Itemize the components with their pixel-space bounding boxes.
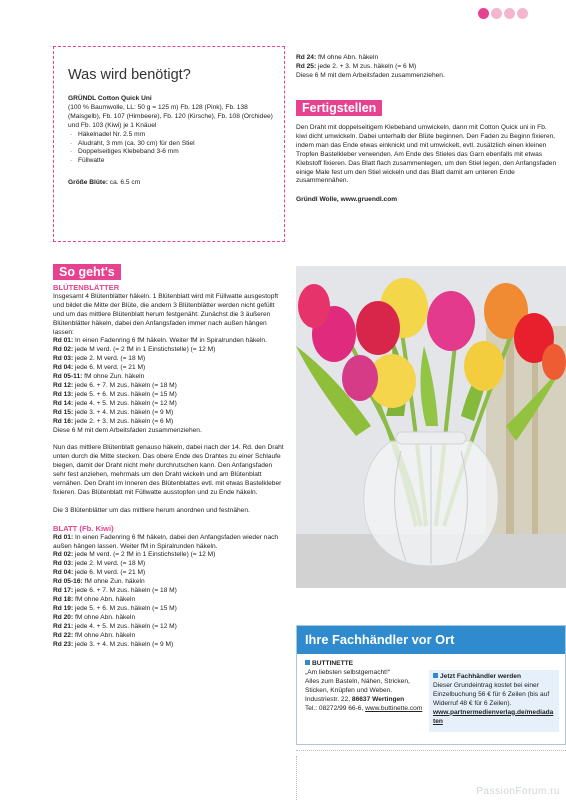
tulip-photo (296, 266, 566, 588)
row-label: Rd 05-16: (53, 578, 83, 586)
row-instruction (53, 578, 285, 587)
row-instruction (53, 632, 285, 641)
instructions-heading: So geht's (53, 264, 121, 280)
petals-title: BLÜTENBLÄTTER (53, 283, 120, 292)
materials-box (53, 46, 285, 242)
leaf-continued (296, 54, 558, 81)
row-instruction (53, 569, 285, 578)
row-text: jede M verd. (= 2 fM in 1 Einstichstelle) (= 12 M) (73, 346, 216, 354)
row-instruction (53, 605, 285, 614)
shop-website-link[interactable]: www.buttinette.com (365, 704, 423, 712)
petal-rows (53, 337, 285, 426)
dealer-ad-box (296, 625, 566, 745)
shop-slogan: „Am liebsten selbstgemacht!“ (305, 668, 391, 676)
row-text: In einen Fadenring 6 fM häkeln, dabei den Anfangsfaden wieder nach außen hängen lassen. Weiter fM in Spiralrunden häkeln. (53, 533, 279, 550)
row-text: fM ohne Abn. häkeln (316, 54, 379, 61)
row-label: Rd 17: (53, 587, 74, 595)
row-text: jede 3. + 4. M zus. häkeln (= 9 M) (73, 640, 174, 648)
materials-item: · Doppelseitiges Klebeband 3-6 mm (68, 148, 274, 157)
size-value: ca. 6.5 cm (107, 179, 141, 187)
row-text: jede 5. + 6. M zus. häkeln (= 15 M) (73, 390, 177, 398)
shop-street: Industriestr. 22, (305, 695, 352, 703)
row-instruction (53, 373, 285, 382)
leaf-rows (53, 534, 285, 650)
row-text: jede 2. + 3. M zus. häkeln (= 6 M) (73, 417, 174, 425)
row-label: Rd 23: (53, 640, 74, 648)
materials-item: · Füllwatte (68, 157, 274, 166)
promo-text: Dieser Grundeintrag kostet bei einer Einzelbuchung 56 € für 6 Zeilen (bis auf Widerruf 48 € für 6 Zeilen). (433, 681, 550, 707)
row-label: Rd 21: (53, 622, 74, 630)
page-badge (504, 8, 515, 19)
page-badge (478, 8, 489, 19)
row-label: Rd 15: (53, 408, 74, 416)
row-text: fM ohne Abn. häkeln (73, 613, 136, 621)
row-label: Rd 04: (53, 569, 74, 577)
row-label: Rd 12: (53, 381, 74, 389)
row-text: fM ohne Zun. häkeln (82, 373, 145, 381)
promo-title: Jetzt Fachhändler werden (440, 673, 521, 680)
row-instruction (53, 355, 285, 364)
row-instruction (53, 614, 285, 623)
yarn-description: (100 % Baumwolle, LL: 50 g = 125 m) Fb. 128 (Pink), Fb. 138 (Maisgelb), Fb. 107 (Himbeere), Fb. 120 (Kirsche), Fb. 108 (Orchidee) und Fb. 103 (Kiwi) je 1 Knäuel (68, 103, 273, 129)
row-text: fM ohne Abn. häkeln (73, 631, 136, 639)
divider (296, 756, 297, 800)
size-line (68, 179, 274, 188)
row-instruction (53, 382, 285, 391)
row-text: jede 6. M verd. (= 21 M) (73, 364, 146, 372)
row-label: Rd 05-11: (53, 373, 83, 381)
row-instruction (296, 63, 558, 72)
row-instruction (53, 534, 285, 552)
row-instruction (53, 641, 285, 650)
row-text: jede 2. + 3. M zus. häkeln (= 6 M) (316, 62, 417, 70)
row-instruction (53, 587, 285, 596)
row-text: jede 3. + 4. M zus. häkeln (= 9 M) (73, 408, 174, 416)
row-text: fM ohne Abn. häkeln (73, 596, 136, 603)
arrange-text: Die 3 Blütenblätter um das mittlere herum anordnen und festnähen. (53, 506, 250, 514)
finish-heading: Fertigstellen (296, 100, 382, 116)
shop-description: Alles zum Basteln, Nähen, Stricken, Sticken, Knüpfen und Weben. (305, 677, 410, 694)
divider (296, 750, 566, 751)
row-text: jede 6. + 7. M zus. häkeln (= 18 M) (73, 587, 177, 595)
row-text: jede M verd. (= 2 fM in 1 Einstichstelle) (= 12 M) (73, 551, 216, 559)
finish-section (296, 124, 558, 205)
instructions-column (53, 284, 285, 649)
finish-text: Den Draht mit doppelseitigem Klebeband umwickeln, dann mit Cotton Quick uni in Fb. kiwi dicht umwickeln. Dabei unterhalb der Blüte beginnen. Den Faden zu Beginn fixieren, indem man das Ende etwas einknickt und mit umwickelt, evtl. zusätzlich einen kleinen Tropfen Bastelkleber verwenden. Am Ende des Stieles das Garn ebenfalls mit etwas Klebstoff fixieren. Das Blatt flach zusammenlegen, um den Stiel legen, den Anfangsfaden einige Male fest um den Stiel wickeln und das Blatt damit am unteren Ende zusammennähen. (296, 124, 557, 185)
leaf-cont-rows (296, 54, 558, 72)
materials-item: · Häkelnadel Nr. 2.5 mm (68, 131, 274, 140)
petals-intro: Insgesamt 4 Blütenblätter häkeln. 1 Blütenblatt wird mit Füllwatte ausgestopft und bildet die Mitte der Blüte, die andern 3 Blütenblätter werden nicht gefüllt und um das mittlere Blütenblatt herum festgenäht: Zunächst die 3 äußeren Blütenblätter häkeln, dabei den Anfangsfaden immer nach außen hängen lassen: (53, 292, 279, 336)
row-instruction (53, 409, 285, 418)
ad-title: Ihre Fachhändler vor Ort (297, 626, 565, 654)
leaf-title: BLATT (Fb. Kiwi) (53, 523, 114, 533)
row-instruction (53, 337, 285, 346)
materials-item: · Aludraht, 3 mm (ca. 30 cm) für den Stiel (68, 140, 274, 149)
shop-address (305, 696, 429, 705)
shop-name: BUTTINETTE (312, 660, 354, 667)
row-label: Rd 22: (53, 631, 74, 639)
page-badge (491, 8, 502, 19)
row-label: Rd 04: (53, 364, 74, 372)
row-instruction (53, 364, 285, 373)
row-instruction (53, 551, 285, 560)
row-label: Rd 03: (53, 560, 74, 568)
materials-content (68, 95, 274, 188)
row-text: jede 2. M verd. (= 18 M) (73, 355, 146, 363)
row-text: jede 4. + 5. M zus. häkeln (= 12 M) (73, 622, 177, 630)
row-instruction (53, 418, 285, 427)
row-label: Rd 03: (53, 355, 74, 363)
row-text: fM ohne Zun. häkeln (82, 578, 145, 586)
row-label: Rd 18: (53, 596, 74, 603)
row-text: jede 4. + 5. M zus. häkeln (= 12 M) (73, 399, 177, 407)
row-label: Rd 24: (296, 54, 317, 61)
shop-city: 86637 Wertingen (351, 695, 405, 703)
row-instruction (53, 400, 285, 409)
yarn-title: GRÜNDL Cotton Quick Uni (68, 95, 152, 102)
shop-contact (305, 705, 429, 714)
materials-title: Was wird benötigt? (68, 67, 191, 83)
row-label: Rd 16: (53, 417, 74, 425)
row-instruction (53, 623, 285, 632)
middle-petal-text: Nun das mittlere Blütenblatt genauso häkeln, dabei nach der 14. Rd. den Draht unten durch die Mitte stecken. Das obere Ende des Drahtes zu einer Schlaufe biegen, damit der Draht nicht mehr durchrutschen kann. Den Anfangsfaden sehr fest anziehen, mehrmals um den Draht wickeln und am Blütenblatt vernähen. Den Draht im Inneren des Blütenblattes evtl. mit etwas Bastelkleber fixieren. Das Blütenblatt mit Füllwatte ausstopfen und zu Ende häkeln. (53, 444, 284, 496)
petals-close: Diese 6 M mit dem Arbeitsfaden zusammenziehen. (53, 426, 202, 434)
row-label: Rd 01: (53, 337, 74, 345)
leaf-close: Diese 6 M mit dem Arbeitsfaden zusammenziehen. (296, 71, 445, 79)
row-label: Rd 02: (53, 551, 74, 559)
row-instruction (53, 346, 285, 355)
size-label: Größe Blüte: (68, 179, 108, 187)
materials-list (68, 131, 274, 167)
bullet-square-icon (305, 660, 310, 665)
row-label: Rd 02: (53, 346, 74, 354)
row-label: Rd 01: (53, 533, 74, 541)
row-text: jede 6. M verd. (= 21 M) (73, 569, 146, 577)
row-text: jede 6. + 7. M zus. häkeln (= 18 M) (73, 381, 177, 389)
promo-panel (429, 670, 559, 732)
row-text: In einen Fadenring 6 fM häkeln. Weiter fM in Spiralrunden häkeln. (73, 337, 267, 345)
row-instruction (53, 560, 285, 569)
row-label: Rd 13: (53, 390, 74, 398)
shop-entry (305, 660, 429, 713)
row-label: Rd 20: (53, 613, 74, 621)
page-number-badges (478, 8, 528, 19)
tulip-vase-illustration (296, 266, 566, 588)
watermark: PassionForum.ru (476, 786, 560, 797)
row-label: Rd 19: (53, 604, 74, 612)
shop-tel: Tel.: 08272/99 66-6, (305, 704, 366, 712)
row-label: Rd 14: (53, 399, 74, 407)
row-instruction (53, 596, 285, 605)
promo-link[interactable]: www.partnermedienverlag.de/mediadaten (433, 708, 554, 725)
row-label: Rd 25: (296, 62, 317, 70)
finish-credit: Gründl Wolle, www.gruendl.com (296, 196, 398, 204)
row-text: jede 5. + 6. M zus. häkeln (= 15 M) (73, 604, 177, 612)
row-instruction (53, 391, 285, 400)
page-badge (517, 8, 528, 19)
row-text: jede 2. M verd. (= 18 M) (73, 560, 146, 568)
row-instruction (296, 54, 558, 63)
bullet-square-icon (433, 673, 438, 678)
